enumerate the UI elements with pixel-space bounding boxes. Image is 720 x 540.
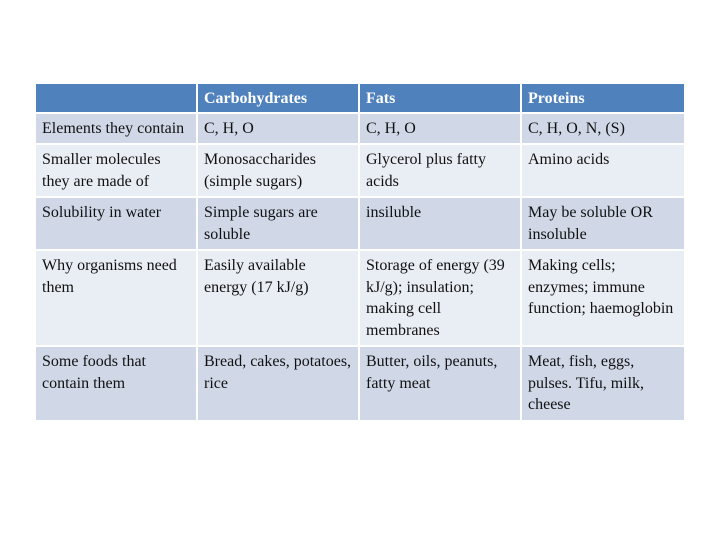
table-row xyxy=(36,114,684,146)
table-row xyxy=(36,347,684,420)
header-fats: Fats xyxy=(360,84,522,114)
comparison-table xyxy=(36,84,684,420)
cell-proteins: Making cells; enzymes; immune function; haemoglobin xyxy=(522,251,684,347)
table-row xyxy=(36,145,684,198)
row-label: Why organisms need them xyxy=(36,251,198,347)
cell-fats: Glycerol plus fatty acids xyxy=(360,145,522,198)
header-blank xyxy=(36,84,198,114)
cell-carbohydrates: Easily available energy (17 kJ/g) xyxy=(198,251,360,347)
cell-proteins: May be soluble OR insoluble xyxy=(522,198,684,251)
row-label: Solubility in water xyxy=(36,198,198,251)
cell-carbohydrates: C, H, O xyxy=(198,114,360,146)
cell-carbohydrates: Monosaccharides (simple sugars) xyxy=(198,145,360,198)
row-label: Elements they contain xyxy=(36,114,198,146)
cell-proteins: Meat, fish, eggs, pulses. Tifu, milk, cheese xyxy=(522,347,684,420)
header-carbohydrates: Carbohydrates xyxy=(198,84,360,114)
cell-fats: C, H, O xyxy=(360,114,522,146)
table-row xyxy=(36,251,684,347)
table-row xyxy=(36,198,684,251)
cell-proteins: Amino acids xyxy=(522,145,684,198)
header-proteins: Proteins xyxy=(522,84,684,114)
row-label: Some foods that contain them xyxy=(36,347,198,420)
header-row xyxy=(36,84,684,114)
cell-carbohydrates: Simple sugars are soluble xyxy=(198,198,360,251)
cell-fats: insiluble xyxy=(360,198,522,251)
cell-fats: Butter, oils, peanuts, fatty meat xyxy=(360,347,522,420)
row-label: Smaller molecules they are made of xyxy=(36,145,198,198)
cell-fats: Storage of energy (39 kJ/g); insulation; making cell membranes xyxy=(360,251,522,347)
cell-proteins: C, H, O, N, (S) xyxy=(522,114,684,146)
cell-carbohydrates: Bread, cakes, potatoes, rice xyxy=(198,347,360,420)
